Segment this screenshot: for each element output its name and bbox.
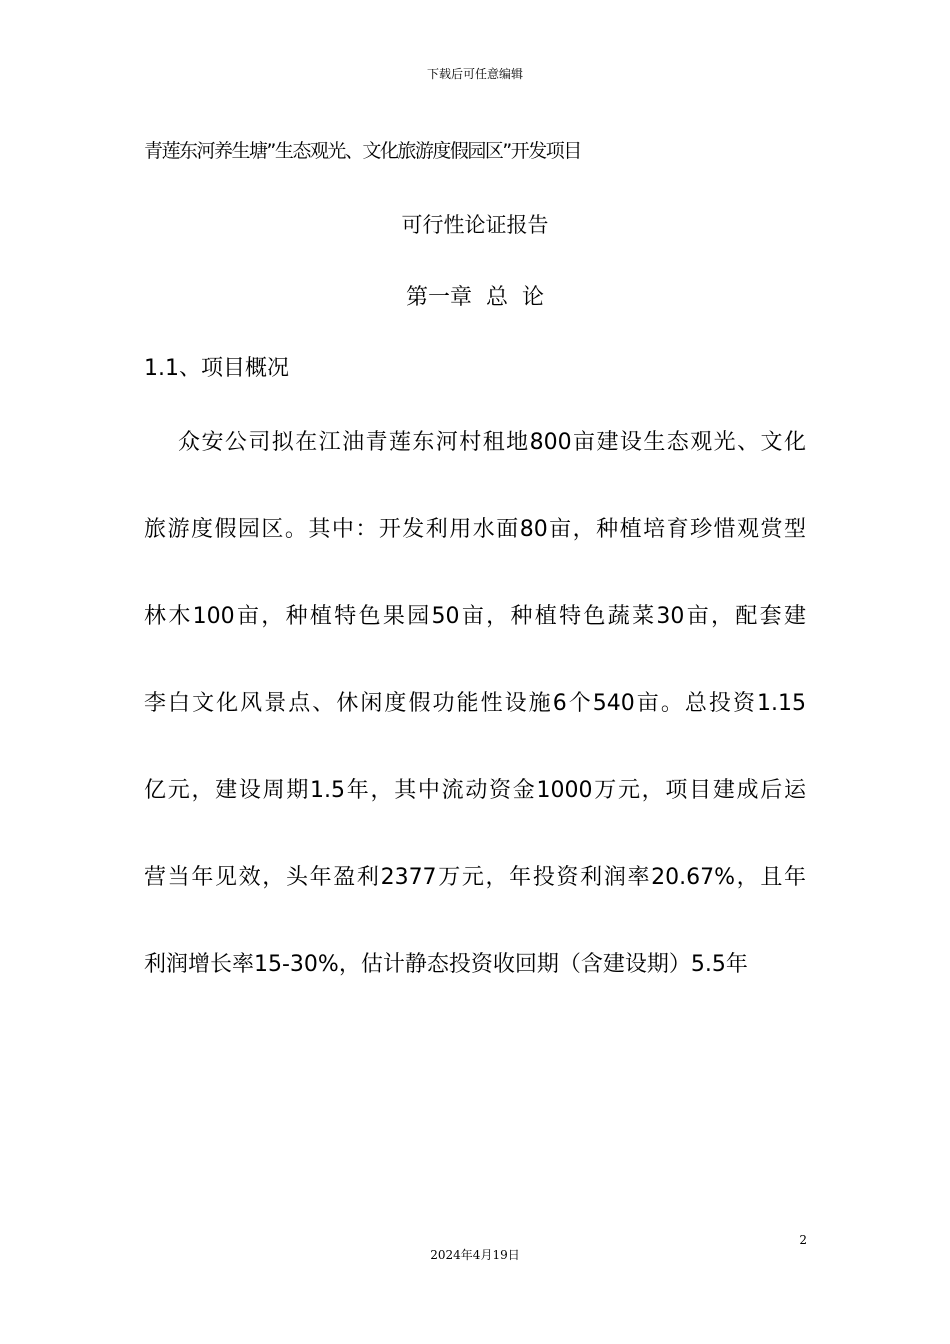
paragraph-line: 李白文化风景点、休闲度假功能性设施6个540亩。总投资1.15 [144,691,806,716]
paragraph-line: 营当年见效，头年盈利2377万元，年投资利润率20.67%，且年 [144,865,806,890]
paragraph-line: 旅游度假园区。其中：开发利用水面80亩，种植培育珍惜观赏型 [144,517,806,542]
paragraph-line: 利润增长率15-30%，估计静态投资收回期（含建设期）5.5年 [144,952,748,977]
page-number: 2 [799,1233,807,1247]
paragraph-line: 众安公司拟在江油青莲东河村租地800亩建设生态观光、文化 [178,430,806,455]
project-title: 青莲东河养生塘”生态观光、文化旅游度假园区”开发项目 [144,140,581,162]
body-paragraph [144,414,806,1023]
header-note: 下载后可任意编辑 [426,67,523,81]
report-title: 可行性论证报告 [401,213,549,237]
paragraph-line: 林木100亩，种植特色果园50亩，种植特色蔬菜30亩，配套建 [144,604,806,629]
footer-date: 2024年4月19日 [430,1248,520,1262]
paragraph-line: 亿元，建设周期1.5年，其中流动资金1000万元，项目建成后运 [144,778,806,803]
section-heading: 1.1、项目概况 [144,356,289,381]
chapter-title: 第一章 总 论 [406,285,544,310]
